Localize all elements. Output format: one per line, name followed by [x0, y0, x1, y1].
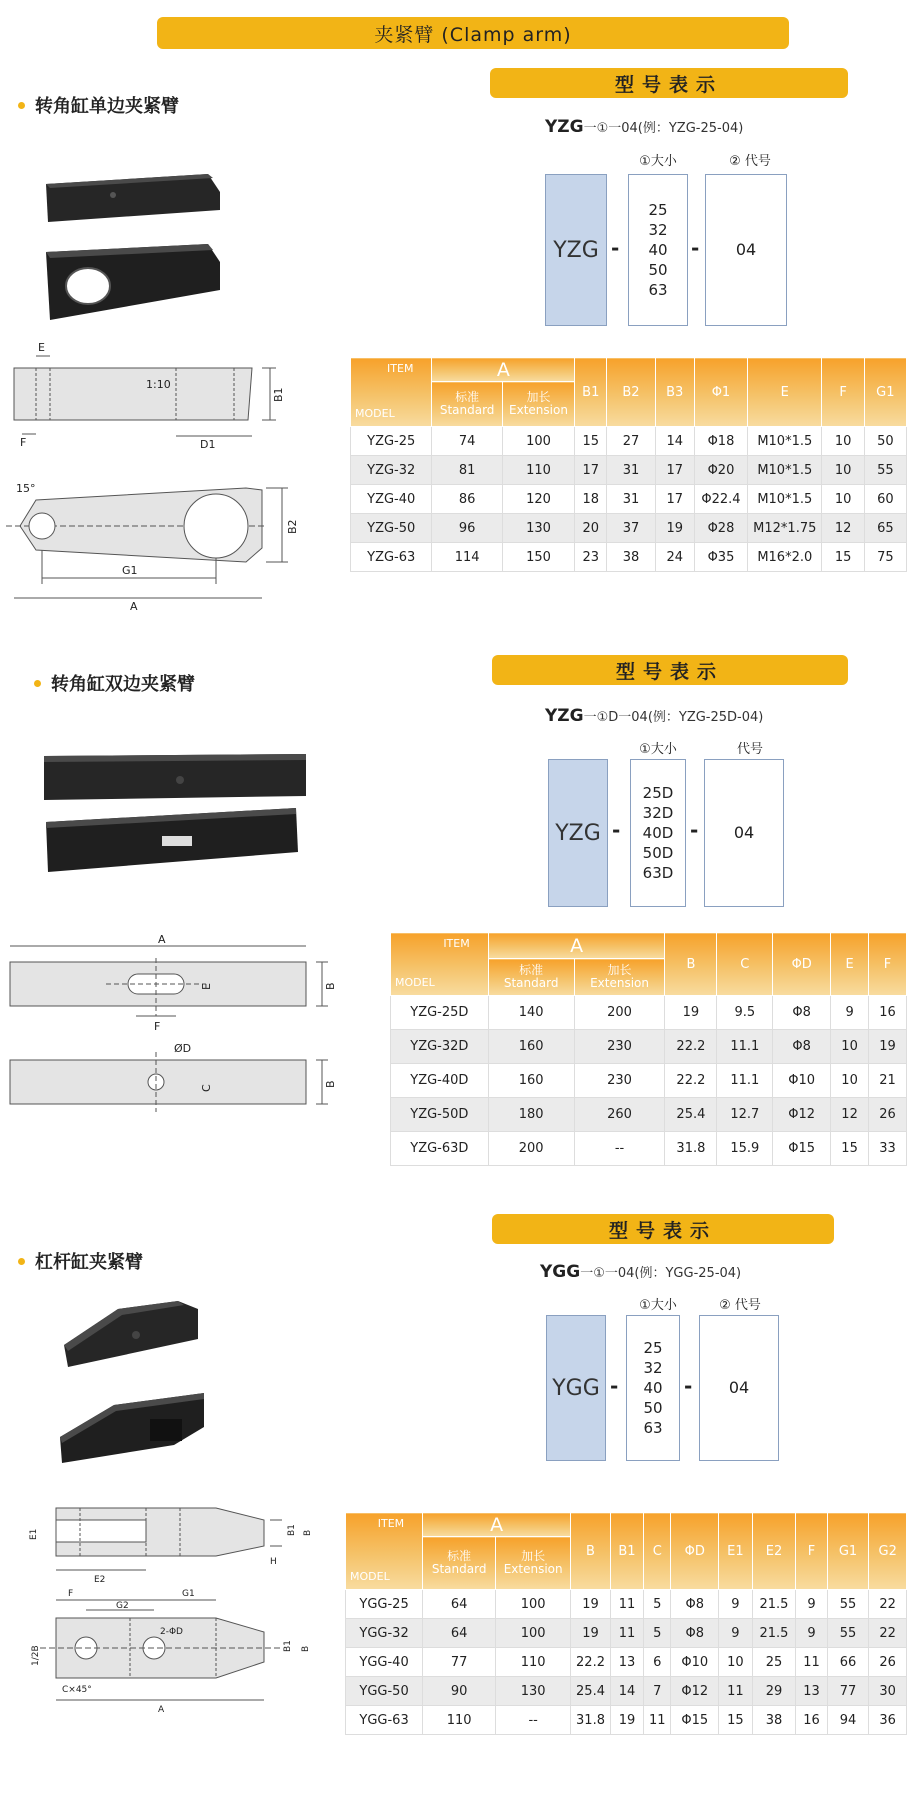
svg-text:A: A	[158, 933, 166, 946]
spec-table-single-arm: ITEM MODEL A B1 B2 B3 Φ1 E F G1 标准 Standard 加长 Extension YZG-25 74 100 15 27 14 Φ18 M10*1.5 10 50 YZG-32 81 110 17 31 17 Φ20 M10*1.5 10 55 YZG-40 86 120 18 31 17 Φ22.4 M10*1.5 10 60 YZG-50 96 130 20 37 19 Φ28 M12*1.75 12 65 YZG-63 114 150 23 38 24 Φ35 M16*2.0 15 75	[350, 357, 907, 572]
svg-text:B: B	[324, 1080, 337, 1088]
caption-size: ①大小	[639, 154, 677, 169]
svg-text:15°: 15°	[16, 482, 36, 495]
svg-text:D1: D1	[200, 438, 216, 451]
svg-text:F: F	[68, 1589, 74, 1599]
technical-drawing-lever-arm	[20, 1500, 320, 1740]
table-row: YGG-50 90 130 25.4 14 7 Φ12 11 29 13 77 30	[346, 1677, 907, 1706]
code-box: 04	[699, 1315, 779, 1461]
svg-text:C: C	[200, 1084, 213, 1092]
svg-text:1:10: 1:10	[146, 378, 171, 391]
svg-text:A: A	[158, 1705, 165, 1715]
product-photo-single-arm	[38, 170, 228, 330]
product-photo-lever-arm	[58, 1295, 208, 1465]
table-row: YZG-63 114 150 23 38 24 Φ35 M16*2.0 15 75	[351, 543, 907, 572]
model-line	[545, 117, 743, 137]
caption-code: 代号	[736, 742, 763, 757]
table-row: YZG-40D 160 230 22.2 11.1 Φ10 10 21	[391, 1064, 907, 1098]
model-code: 一①一04	[580, 1266, 635, 1281]
svg-text:E1: E1	[29, 1528, 39, 1540]
table-row: YZG-25 74 100 15 27 14 Φ18 M10*1.5 10 50	[351, 427, 907, 456]
bullet-icon	[34, 680, 41, 687]
svg-text:B: B	[324, 982, 337, 990]
svg-text:B1: B1	[287, 1524, 297, 1536]
prefix-box: YZG	[548, 759, 608, 907]
svg-text:B: B	[303, 1529, 313, 1536]
table-row: YZG-40 86 120 18 31 17 Φ22.4 M10*1.5 10 60	[351, 485, 907, 514]
caption-size: ①大小	[639, 1298, 677, 1313]
size-box: 25 32 40 50 63	[628, 174, 688, 326]
svg-text:G1: G1	[122, 564, 138, 577]
table-row: YZG-50D 180 260 25.4 12.7 Φ12 12 26	[391, 1098, 907, 1132]
technical-drawing-double-arm	[6, 932, 346, 1112]
svg-text:C×45°: C×45°	[62, 1685, 92, 1695]
prefix-box: YGG	[546, 1315, 606, 1461]
code-box: 04	[705, 174, 787, 326]
product-photo-double-arm	[40, 752, 310, 882]
technical-drawing-single-arm	[6, 338, 301, 613]
model-banner: 型号表示	[492, 655, 848, 685]
svg-text:2-ΦD: 2-ΦD	[160, 1627, 183, 1637]
model-line	[540, 1262, 741, 1282]
prefix-box: YZG	[545, 174, 607, 326]
caption-size: ①大小	[639, 742, 677, 757]
svg-text:ØD: ØD	[174, 1042, 192, 1055]
section-heading	[34, 670, 195, 696]
code-box: 04	[704, 759, 784, 907]
section-heading	[18, 1248, 143, 1274]
section-heading	[18, 92, 179, 118]
caption-code: ② 代号	[719, 1298, 761, 1313]
svg-text:B1: B1	[283, 1640, 293, 1652]
table-row: YGG-32 64 100 19 11 5 Φ8 9 21.5 9 55 22	[346, 1619, 907, 1648]
model-line	[545, 706, 763, 726]
model-prefix: YZG	[545, 117, 584, 137]
size-box: 25D 32D 40D 50D 63D	[630, 759, 686, 907]
model-prefix: YZG	[545, 706, 584, 726]
model-example: (例：YZG-25D-04)	[647, 710, 764, 725]
svg-text:B: B	[301, 1645, 311, 1652]
spec-table-double-arm: ITEM MODEL A B C ΦD E F 标准 Standard 加长 Extension YZG-25D 140 200 19 9.5 Φ8 9 16 YZG-32D 160 230 22.2 11.1 Φ8 10 19 YZG-40D 160 230 22.2 11.1 Φ10 10 21 YZG-50D 180 260 25.4 12.7 Φ12 12 26 YZG-63D 200 -- 31.8 15.9 Φ15 15 33	[390, 932, 907, 1166]
bullet-icon	[18, 1258, 25, 1265]
model-example: (例：YGG-25-04)	[634, 1266, 742, 1281]
model-code: 一①D一04	[583, 710, 648, 725]
model-code: 一①一04	[583, 121, 638, 136]
svg-text:F: F	[154, 1020, 161, 1033]
table-row: YZG-63D 200 -- 31.8 15.9 Φ15 15 33	[391, 1132, 907, 1166]
table-row: YZG-32 81 110 17 31 17 Φ20 M10*1.5 10 55	[351, 456, 907, 485]
table-row: YGG-63 110 -- 31.8 19 11 Φ15 15 38 16 94 36	[346, 1706, 907, 1735]
section-heading-text: 转角缸单边夹紧臂	[35, 96, 179, 117]
svg-text:A: A	[130, 600, 138, 613]
size-box: 25 32 40 50 63	[626, 1315, 680, 1461]
model-prefix: YGG	[540, 1262, 581, 1282]
table-row: YZG-25D 140 200 19 9.5 Φ8 9 16	[391, 996, 907, 1030]
svg-text:F: F	[20, 436, 27, 449]
table-row: YGG-40 77 110 22.2 13 6 Φ10 10 25 11 66 26	[346, 1648, 907, 1677]
svg-text:E: E	[38, 341, 45, 354]
section-heading-text: 杠杆缸夹紧臂	[35, 1252, 143, 1273]
svg-text:1/2B: 1/2B	[31, 1645, 41, 1666]
page-title: 夹紧臂 (Clamp arm)	[157, 17, 789, 49]
table-row: YGG-25 64 100 19 11 5 Φ8 9 21.5 9 55 22	[346, 1590, 907, 1619]
svg-text:E2: E2	[94, 1575, 106, 1585]
svg-text:B2: B2	[286, 519, 299, 534]
svg-text:G1: G1	[182, 1589, 195, 1599]
caption-code: ② 代号	[729, 154, 771, 169]
section-heading-text: 转角缸双边夹紧臂	[51, 674, 195, 695]
bullet-icon	[18, 102, 25, 109]
model-banner: 型号表示	[492, 1214, 834, 1244]
model-banner: 型号表示	[490, 68, 848, 98]
svg-text:G2: G2	[116, 1601, 129, 1611]
model-example: (例：YZG-25-04)	[637, 121, 744, 136]
svg-text:E: E	[200, 983, 213, 990]
svg-text:H: H	[270, 1557, 277, 1567]
spec-table-lever-arm: ITEM MODEL A B B1 C ΦD E1 E2 F G1 G2 标准 Standard 加长 Extension YGG-25 64 100 19 11 5 Φ8 9 21.5 9 55 22 YGG-32 64 100 19 11 5 Φ8 9 21.5 9 55 22 YGG-40 77 110 22.2 13 6 Φ10 10 25 11 66 26 YGG-50 90 130 25.4 14 7 Φ12 11 29 13 77 30 YGG-63 110 -- 31.8 19 11 Φ15 15 38 16 94 36	[345, 1512, 907, 1735]
table-row: YZG-50 96 130 20 37 19 Φ28 M12*1.75 12 65	[351, 514, 907, 543]
table-row: YZG-32D 160 230 22.2 11.1 Φ8 10 19	[391, 1030, 907, 1064]
svg-text:B1: B1	[272, 387, 285, 402]
